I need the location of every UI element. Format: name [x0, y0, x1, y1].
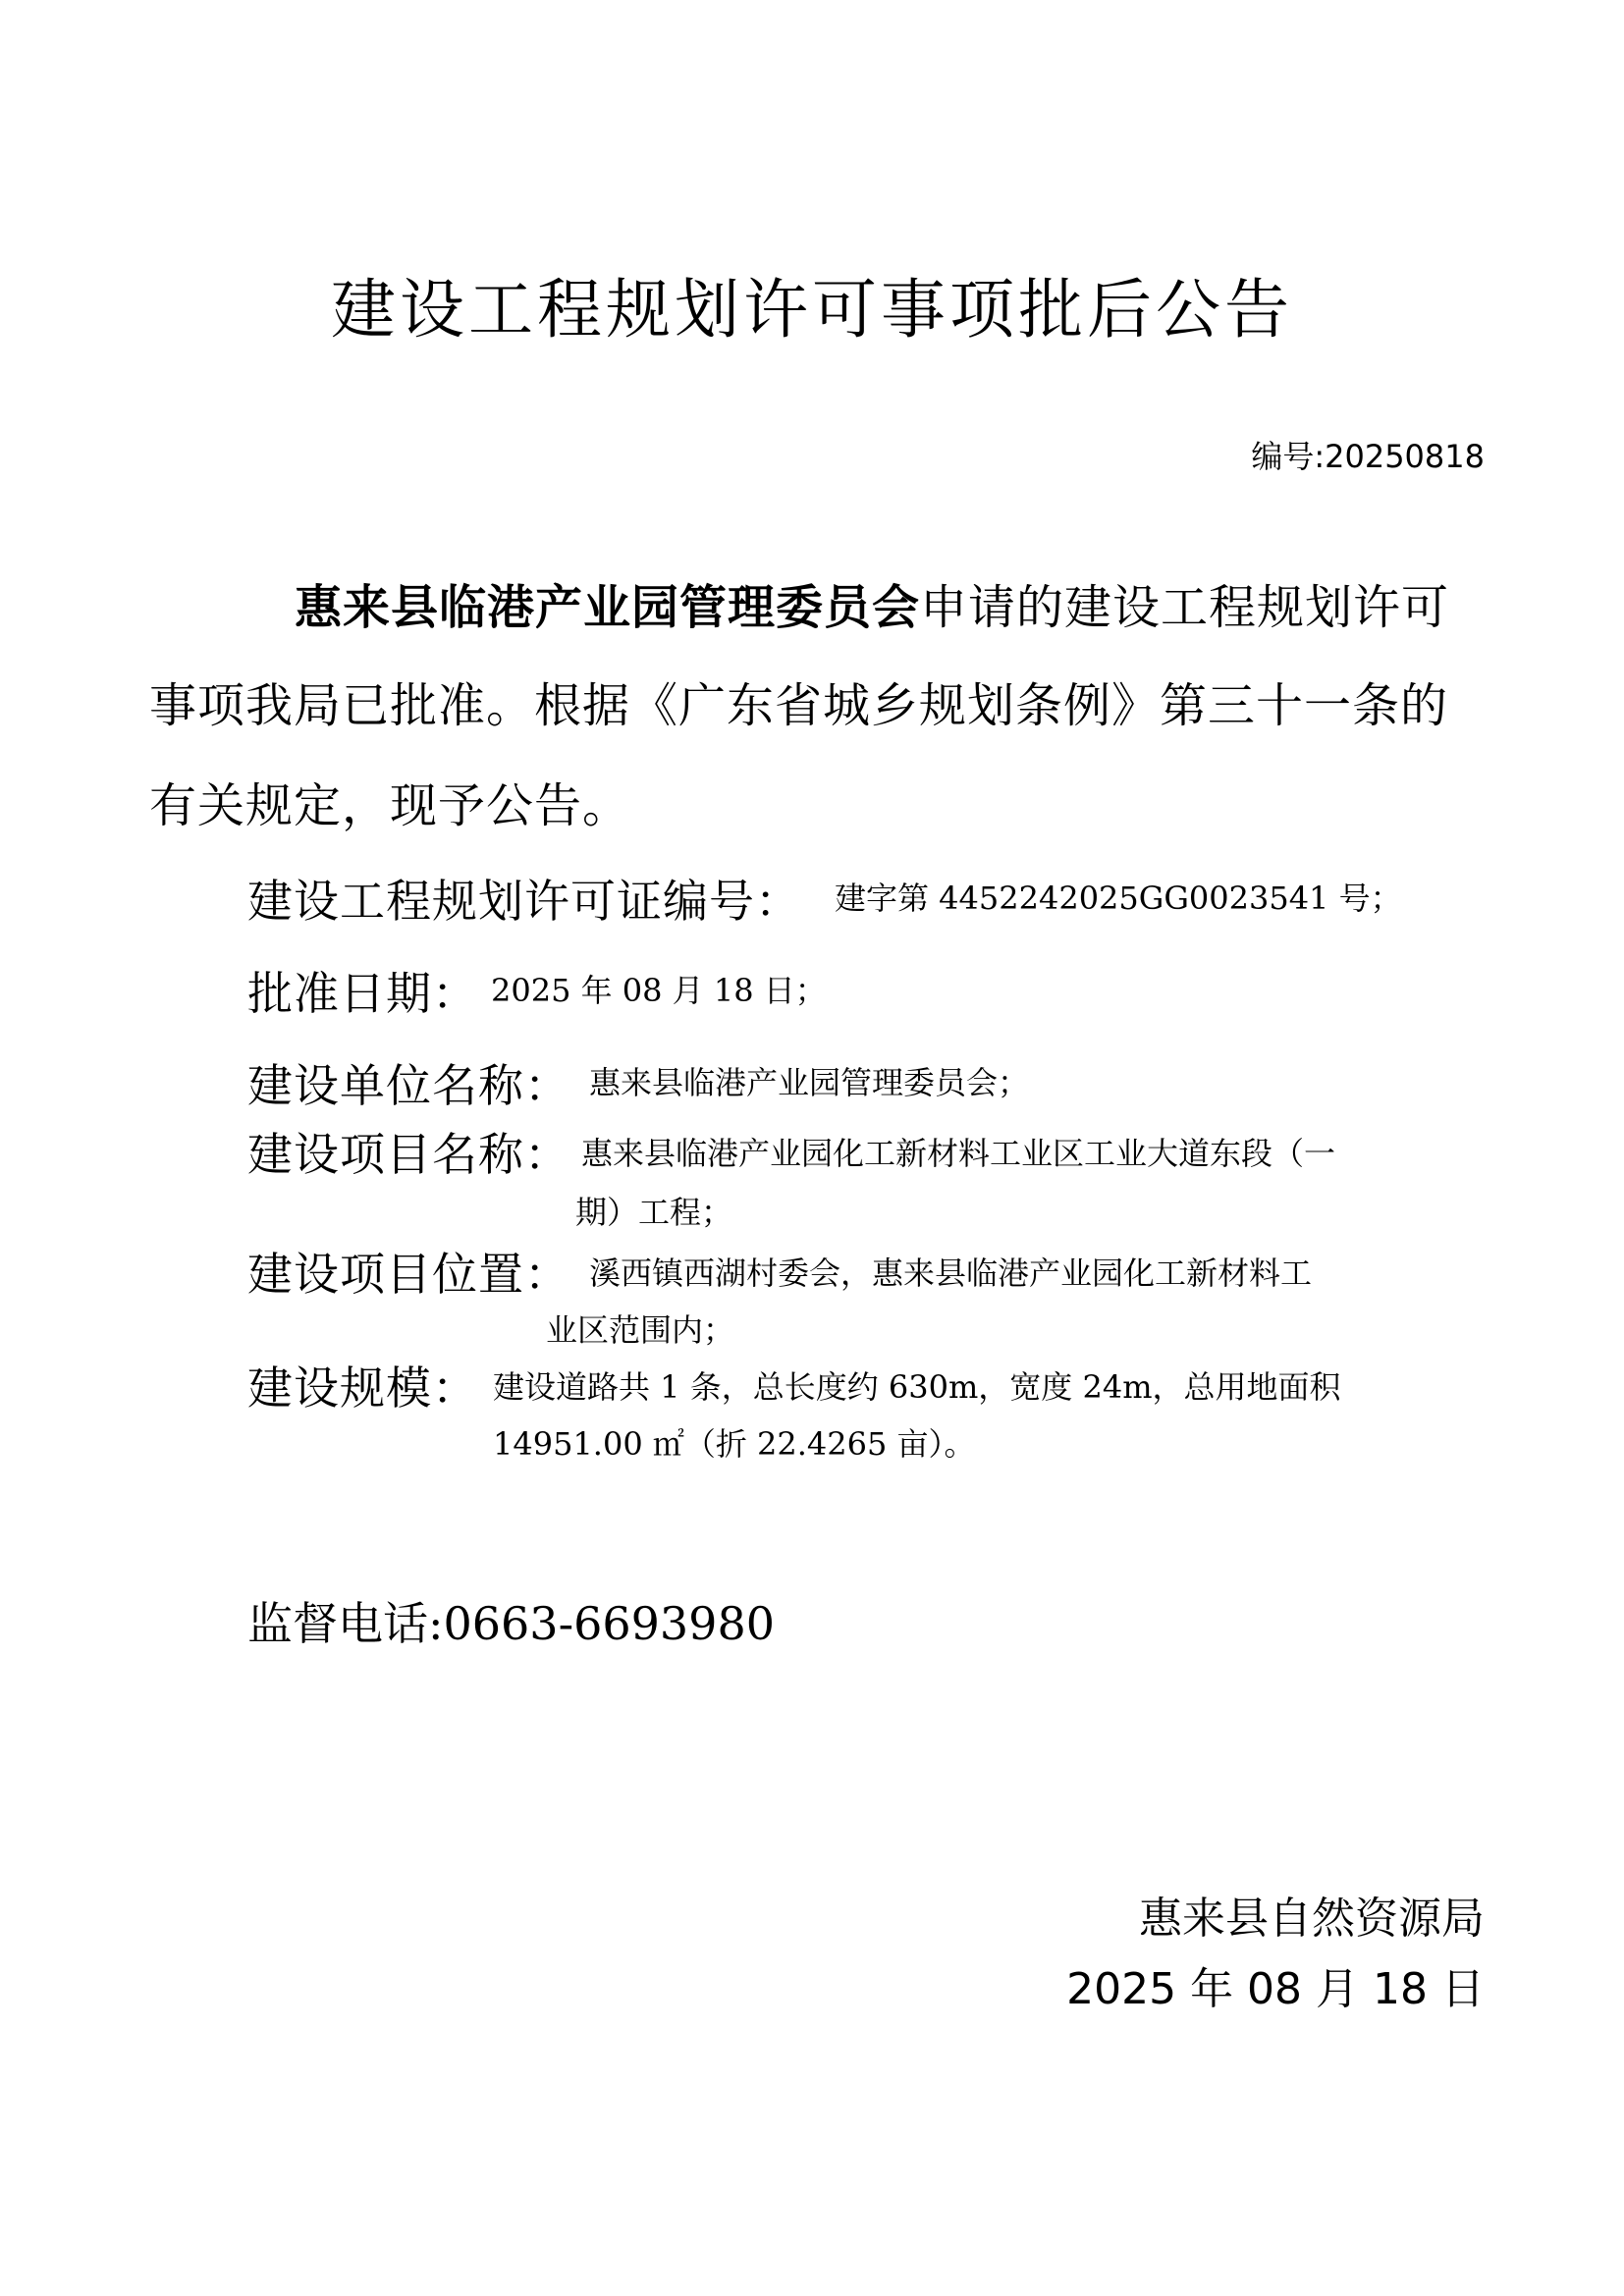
- supervision-phone: 监督电话:0663-6693980: [247, 1597, 775, 1650]
- page-title: 建设工程规划许可事项批后公告: [331, 272, 1293, 347]
- construction-scale-value-line-2: 14951.00 ㎡（折 22.4265 亩）。: [493, 1425, 976, 1463]
- approval-date-label: 批准日期：: [247, 967, 478, 1020]
- approval-date-value: 2025 年 08 月 18 日；: [491, 972, 827, 1009]
- project-location-value-line-2: 业区范围内；: [546, 1311, 735, 1349]
- project-name-value-line-1: 惠来县临港产业园化工新材料工业区工业大道东段（一: [581, 1135, 1336, 1172]
- applicant-name: 惠来县临港产业园管理委员会: [295, 580, 921, 635]
- permit-number-label: 建设工程规划许可证编号：: [247, 875, 801, 928]
- document-number: 编号:20250818: [1251, 438, 1485, 475]
- construction-unit-value: 惠来县临港产业园管理委员会；: [589, 1064, 1030, 1101]
- body-paragraph-line-2: 事项我局已批准。根据《广东省城乡规划条例》第三十一条的: [149, 678, 1449, 733]
- permit-number-value: 建字第 4452242025GG0023541 号；: [835, 880, 1402, 917]
- issuing-authority: 惠来县自然资源局: [1139, 1894, 1485, 1944]
- construction-scale-label: 建设规模：: [247, 1362, 478, 1415]
- project-location-value-line-1: 溪西镇西湖村委会，惠来县临港产业园化工新材料工: [589, 1255, 1313, 1292]
- project-name-value-line-2: 期）工程；: [575, 1194, 733, 1231]
- body-line-1-rest: 申请的建设工程规划许可: [920, 580, 1450, 635]
- body-paragraph-line-3: 有关规定，现予公告。: [149, 778, 631, 833]
- body-paragraph-line-1: [295, 569, 1449, 637]
- issue-date: 2025 年 08 月 18 日: [1066, 1964, 1485, 2014]
- construction-unit-label: 建设单位名称：: [247, 1059, 570, 1112]
- project-location-label: 建设项目位置：: [247, 1248, 570, 1301]
- project-name-label: 建设项目名称：: [247, 1128, 570, 1181]
- construction-scale-value-line-1: 建设道路共 1 条，总长度约 630m，宽度 24m，总用地面积: [493, 1368, 1341, 1406]
